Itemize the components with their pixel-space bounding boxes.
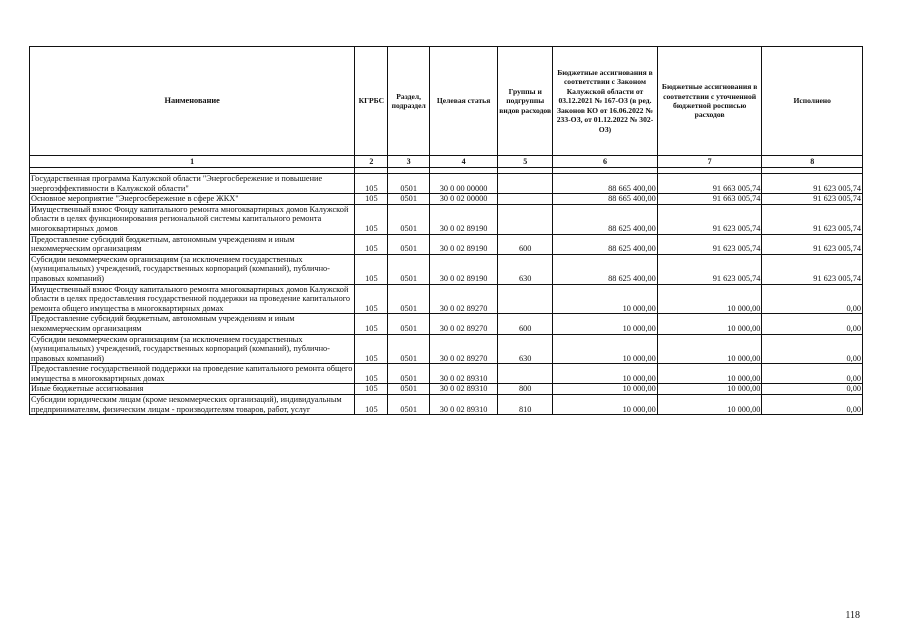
row-law-allocation: 88 665 400,00 (553, 174, 658, 194)
row-kgrbs: 105 (355, 204, 388, 234)
header-section: Раздел, подраздел (388, 47, 429, 156)
table-row (30, 395, 863, 415)
row-executed: 0,00 (762, 364, 863, 384)
row-target: 30 0 00 00000 (429, 174, 497, 194)
row-executed: 91 623 005,74 (762, 194, 863, 205)
row-section: 0501 (388, 204, 429, 234)
table-row (30, 334, 863, 364)
row-executed: 0,00 (762, 384, 863, 395)
column-number: 5 (498, 156, 553, 168)
header-target: Целевая статья (429, 47, 497, 156)
row-refined-allocation: 91 663 005,74 (657, 194, 762, 205)
table-row (30, 234, 863, 254)
row-name: Предоставление субсидий бюджетным, автономным учреждениям и иным некоммерческим организациям (30, 234, 355, 254)
header-group: Группы и подгруппы видов расходов (498, 47, 553, 156)
row-kgrbs: 105 (355, 194, 388, 205)
row-name: Иные бюджетные ассигнования (30, 384, 355, 395)
row-target: 30 0 02 89190 (429, 254, 497, 284)
row-section: 0501 (388, 284, 429, 314)
row-group: 810 (498, 395, 553, 415)
row-law-allocation: 88 625 400,00 (553, 254, 658, 284)
table-row (30, 314, 863, 334)
row-executed: 0,00 (762, 314, 863, 334)
row-group (498, 174, 553, 194)
column-number-row (30, 156, 863, 168)
row-target: 30 0 02 89190 (429, 204, 497, 234)
column-number: 6 (553, 156, 658, 168)
row-refined-allocation: 10 000,00 (657, 314, 762, 334)
column-number: 7 (657, 156, 762, 168)
row-refined-allocation: 10 000,00 (657, 364, 762, 384)
row-group (498, 204, 553, 234)
row-kgrbs: 105 (355, 334, 388, 364)
row-group (498, 194, 553, 205)
row-group: 800 (498, 384, 553, 395)
row-law-allocation: 10 000,00 (553, 284, 658, 314)
header-refined-allocations: Бюджетные ассигнования в соответствии с уточненной бюджетной росписью расходов (657, 47, 762, 156)
row-refined-allocation: 91 623 005,74 (657, 234, 762, 254)
table-row (30, 204, 863, 234)
column-number: 3 (388, 156, 429, 168)
row-law-allocation: 10 000,00 (553, 384, 658, 395)
column-number: 8 (762, 156, 863, 168)
row-group: 600 (498, 234, 553, 254)
row-section: 0501 (388, 334, 429, 364)
row-group (498, 284, 553, 314)
row-law-allocation: 10 000,00 (553, 334, 658, 364)
table-row (30, 174, 863, 194)
row-kgrbs: 105 (355, 364, 388, 384)
row-refined-allocation: 10 000,00 (657, 395, 762, 415)
column-number: 4 (429, 156, 497, 168)
row-executed: 0,00 (762, 284, 863, 314)
row-target: 30 0 02 89190 (429, 234, 497, 254)
row-group: 630 (498, 254, 553, 284)
row-group (498, 364, 553, 384)
table-row (30, 194, 863, 205)
table-row (30, 364, 863, 384)
row-law-allocation: 10 000,00 (553, 364, 658, 384)
header-executed: Исполнено (762, 47, 863, 156)
row-target: 30 0 02 89270 (429, 334, 497, 364)
table-body (30, 174, 863, 415)
table-row (30, 254, 863, 284)
row-section: 0501 (388, 384, 429, 395)
row-section: 0501 (388, 234, 429, 254)
row-law-allocation: 88 625 400,00 (553, 234, 658, 254)
row-target: 30 0 02 89310 (429, 364, 497, 384)
row-section: 0501 (388, 395, 429, 415)
row-executed: 91 623 005,74 (762, 204, 863, 234)
row-refined-allocation: 91 663 005,74 (657, 174, 762, 194)
row-kgrbs: 105 (355, 234, 388, 254)
row-law-allocation: 10 000,00 (553, 314, 658, 334)
row-name: Имущественный взнос Фонду капитального ремонта многоквартирных домов Калужской области в целях предоставления государственной поддержки на проведение капитального ремонта общего имущества в многоквартирных домах (30, 284, 355, 314)
row-group: 630 (498, 334, 553, 364)
table-row (30, 284, 863, 314)
row-section: 0501 (388, 254, 429, 284)
row-executed: 0,00 (762, 334, 863, 364)
row-name: Имущественный взнос Фонду капитального ремонта многоквартирных домов Калужской области в целях функционирования региональной системы капитального ремонта многоквартирных домов (30, 204, 355, 234)
header-name: Наименование (30, 47, 355, 156)
row-executed: 91 623 005,74 (762, 174, 863, 194)
row-name: Субсидии некоммерческим организациям (за исключением государственных (муниципальных) учреждений, государственных корпораций (компаний), публично-правовых компаний) (30, 334, 355, 364)
row-law-allocation: 88 665 400,00 (553, 194, 658, 205)
row-target: 30 0 02 89270 (429, 284, 497, 314)
row-target: 30 0 02 89270 (429, 314, 497, 334)
row-kgrbs: 105 (355, 174, 388, 194)
row-name: Предоставление субсидий бюджетным, автономным учреждениям и иным некоммерческим организациям (30, 314, 355, 334)
header-law-allocations: Бюджетные ассигнования в соответствии с Законом Калужской области от 03.12.2021 № 167-ОЗ (в ред. Законов КО от 16.06.2022 № 233-ОЗ, от 01.12.2022 № 302-ОЗ) (553, 47, 658, 156)
row-refined-allocation: 91 623 005,74 (657, 204, 762, 234)
row-name: Основное мероприятие "Энергосбережение в сфере ЖКХ" (30, 194, 355, 205)
row-executed: 0,00 (762, 395, 863, 415)
row-group: 600 (498, 314, 553, 334)
row-target: 30 0 02 89310 (429, 395, 497, 415)
row-name: Государственная программа Калужской области "Энергосбережение и повышение энергоэффективности в Калужской области" (30, 174, 355, 194)
row-refined-allocation: 10 000,00 (657, 334, 762, 364)
column-number: 1 (30, 156, 355, 168)
row-section: 0501 (388, 364, 429, 384)
row-name: Предоставление государственной поддержки на проведение капитального ремонта общего имущества в многоквартирных домах (30, 364, 355, 384)
row-law-allocation: 88 625 400,00 (553, 204, 658, 234)
header-kgrbs: КГРБС (355, 47, 388, 156)
row-executed: 91 623 005,74 (762, 234, 863, 254)
row-name: Субсидии юридическим лицам (кроме некоммерческих организаций), индивидуальным предпринимателям, физическим лицам - производителям товаров, работ, услуг (30, 395, 355, 415)
row-refined-allocation: 91 623 005,74 (657, 254, 762, 284)
row-section: 0501 (388, 314, 429, 334)
budget-table (29, 46, 863, 415)
row-kgrbs: 105 (355, 254, 388, 284)
row-refined-allocation: 10 000,00 (657, 384, 762, 395)
page-number: 118 (845, 610, 860, 621)
table-row (30, 384, 863, 395)
column-number: 2 (355, 156, 388, 168)
row-target: 30 0 02 89310 (429, 384, 497, 395)
row-executed: 91 623 005,74 (762, 254, 863, 284)
row-kgrbs: 105 (355, 314, 388, 334)
row-kgrbs: 105 (355, 395, 388, 415)
row-kgrbs: 105 (355, 284, 388, 314)
row-section: 0501 (388, 174, 429, 194)
header-row (30, 47, 863, 156)
row-law-allocation: 10 000,00 (553, 395, 658, 415)
row-section: 0501 (388, 194, 429, 205)
row-kgrbs: 105 (355, 384, 388, 395)
row-refined-allocation: 10 000,00 (657, 284, 762, 314)
row-target: 30 0 02 00000 (429, 194, 497, 205)
row-name: Субсидии некоммерческим организациям (за исключением государственных (муниципальных) учреждений, государственных корпораций (компаний), публично-правовых компаний) (30, 254, 355, 284)
